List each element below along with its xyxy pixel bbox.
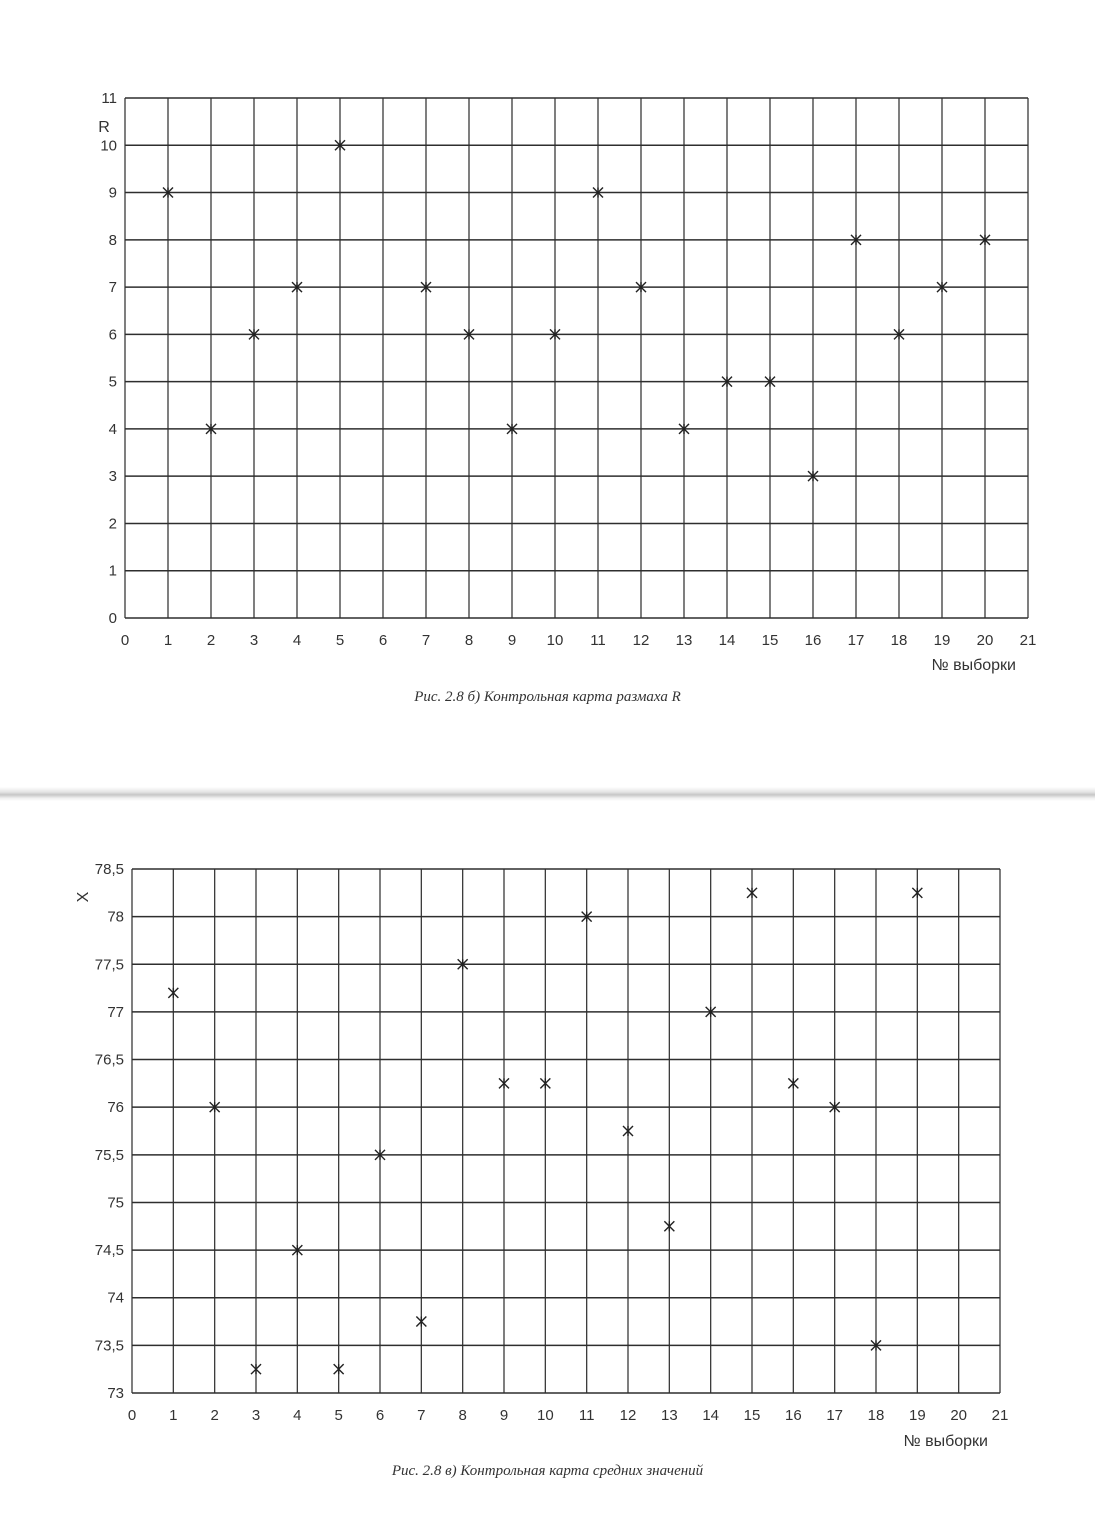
y-tick-label: 4 <box>108 420 117 438</box>
x-tick-label: 16 <box>804 632 822 649</box>
x-tick-label: 12 <box>619 1407 637 1424</box>
x-tick-label: 14 <box>718 632 736 649</box>
y-tick-label: 76,5 <box>94 1051 124 1069</box>
x-tick-label: 20 <box>976 632 994 649</box>
data-point <box>499 1078 509 1088</box>
y-tick-label: 77,5 <box>94 956 124 974</box>
y-axis-title <box>75 891 92 902</box>
x-tick-label: 19 <box>908 1407 926 1424</box>
data-point <box>540 1078 550 1088</box>
mean-chart-caption: Рис. 2.8 в) Контрольная карта средних значений <box>391 1463 704 1479</box>
x-tick-label: 5 <box>335 632 345 649</box>
x-tick-label: 4 <box>293 1407 302 1424</box>
y-tick-label: 73,5 <box>94 1337 124 1355</box>
x-tick-label: 8 <box>464 632 474 649</box>
x-tick-label: 15 <box>743 1407 761 1424</box>
y-tick-label: 76 <box>107 1099 124 1117</box>
x-tick-label: 3 <box>249 632 259 649</box>
y-tick-label: 75,5 <box>94 1146 124 1164</box>
data-point <box>664 1221 674 1231</box>
data-point <box>912 888 922 898</box>
mean-control-chart <box>0 850 1095 1460</box>
y-tick-label: 74 <box>107 1289 124 1307</box>
x-tick-label: 5 <box>334 1407 343 1424</box>
data-point <box>747 888 757 898</box>
x-tick-label: 6 <box>378 632 388 649</box>
x-tick-label: 3 <box>251 1407 261 1424</box>
y-axis-title-text: X <box>75 891 92 903</box>
x-tick-label: 20 <box>950 1407 968 1424</box>
y-tick-label: 2 <box>108 515 117 533</box>
y-axis-title: R <box>98 119 110 136</box>
y-tick-label: 77 <box>107 1003 124 1021</box>
data-point <box>334 1364 344 1374</box>
x-tick-label: 9 <box>507 632 517 649</box>
x-tick-label: 17 <box>826 1407 844 1424</box>
y-tick-label: 5 <box>108 373 117 391</box>
x-tick-label: 13 <box>660 1407 678 1424</box>
x-axis-title: № выборки <box>903 1433 988 1450</box>
x-tick-label: 0 <box>120 632 130 649</box>
y-tick-label: 10 <box>100 137 117 155</box>
x-tick-label: 21 <box>991 1407 1009 1424</box>
x-axis-title: № выборки <box>931 657 1016 674</box>
x-tick-label: 2 <box>206 632 216 649</box>
x-tick-label: 11 <box>578 1407 595 1424</box>
x-tick-label: 8 <box>458 1407 467 1424</box>
x-tick-label: 6 <box>375 1407 385 1424</box>
y-tick-label: 11 <box>101 90 117 107</box>
x-tick-label: 14 <box>702 1407 720 1424</box>
y-tick-label: 0 <box>108 610 117 627</box>
x-tick-label: 17 <box>847 632 865 649</box>
x-tick-label: 21 <box>1019 632 1037 649</box>
x-tick-label: 15 <box>761 632 779 649</box>
x-tick-label: 18 <box>867 1407 885 1424</box>
x-tick-label: 12 <box>632 632 650 649</box>
x-tick-label: 19 <box>933 632 951 649</box>
data-point <box>251 1364 261 1374</box>
x-tick-label: 16 <box>784 1407 802 1424</box>
y-tick-label: 6 <box>108 326 117 344</box>
y-tick-label: 8 <box>108 231 117 249</box>
range-chart-caption: Рис. 2.8 б) Контрольная карта размаха R <box>414 689 681 705</box>
x-tick-label: 10 <box>546 632 564 649</box>
x-tick-label: 1 <box>169 1407 178 1424</box>
y-tick-label: 74,5 <box>94 1242 124 1260</box>
x-tick-label: 18 <box>890 632 908 649</box>
y-tick-label: 78 <box>107 908 124 926</box>
x-tick-label: 13 <box>675 632 693 649</box>
y-tick-label: 73 <box>107 1385 124 1402</box>
data-point <box>416 1317 426 1327</box>
range-control-chart <box>0 80 1095 680</box>
x-tick-label: 11 <box>590 632 606 649</box>
y-tick-label: 3 <box>108 468 117 486</box>
data-point <box>788 1078 798 1088</box>
x-tick-label: 1 <box>163 632 173 649</box>
y-tick-label: 75 <box>107 1194 124 1212</box>
data-point <box>168 988 178 998</box>
y-tick-label: 7 <box>108 279 117 297</box>
x-tick-label: 2 <box>210 1407 219 1424</box>
x-tick-label: 4 <box>292 632 302 649</box>
x-tick-label: 7 <box>421 632 431 649</box>
page-fold-shadow <box>0 787 1095 801</box>
y-tick-label: 78,5 <box>94 861 124 878</box>
y-tick-label: 9 <box>108 184 117 202</box>
x-tick-label: 0 <box>127 1407 137 1424</box>
x-tick-label: 10 <box>536 1407 554 1424</box>
x-tick-label: 9 <box>499 1407 509 1424</box>
y-tick-label: 1 <box>108 562 117 580</box>
data-point <box>623 1126 633 1136</box>
x-tick-label: 7 <box>417 1407 426 1424</box>
